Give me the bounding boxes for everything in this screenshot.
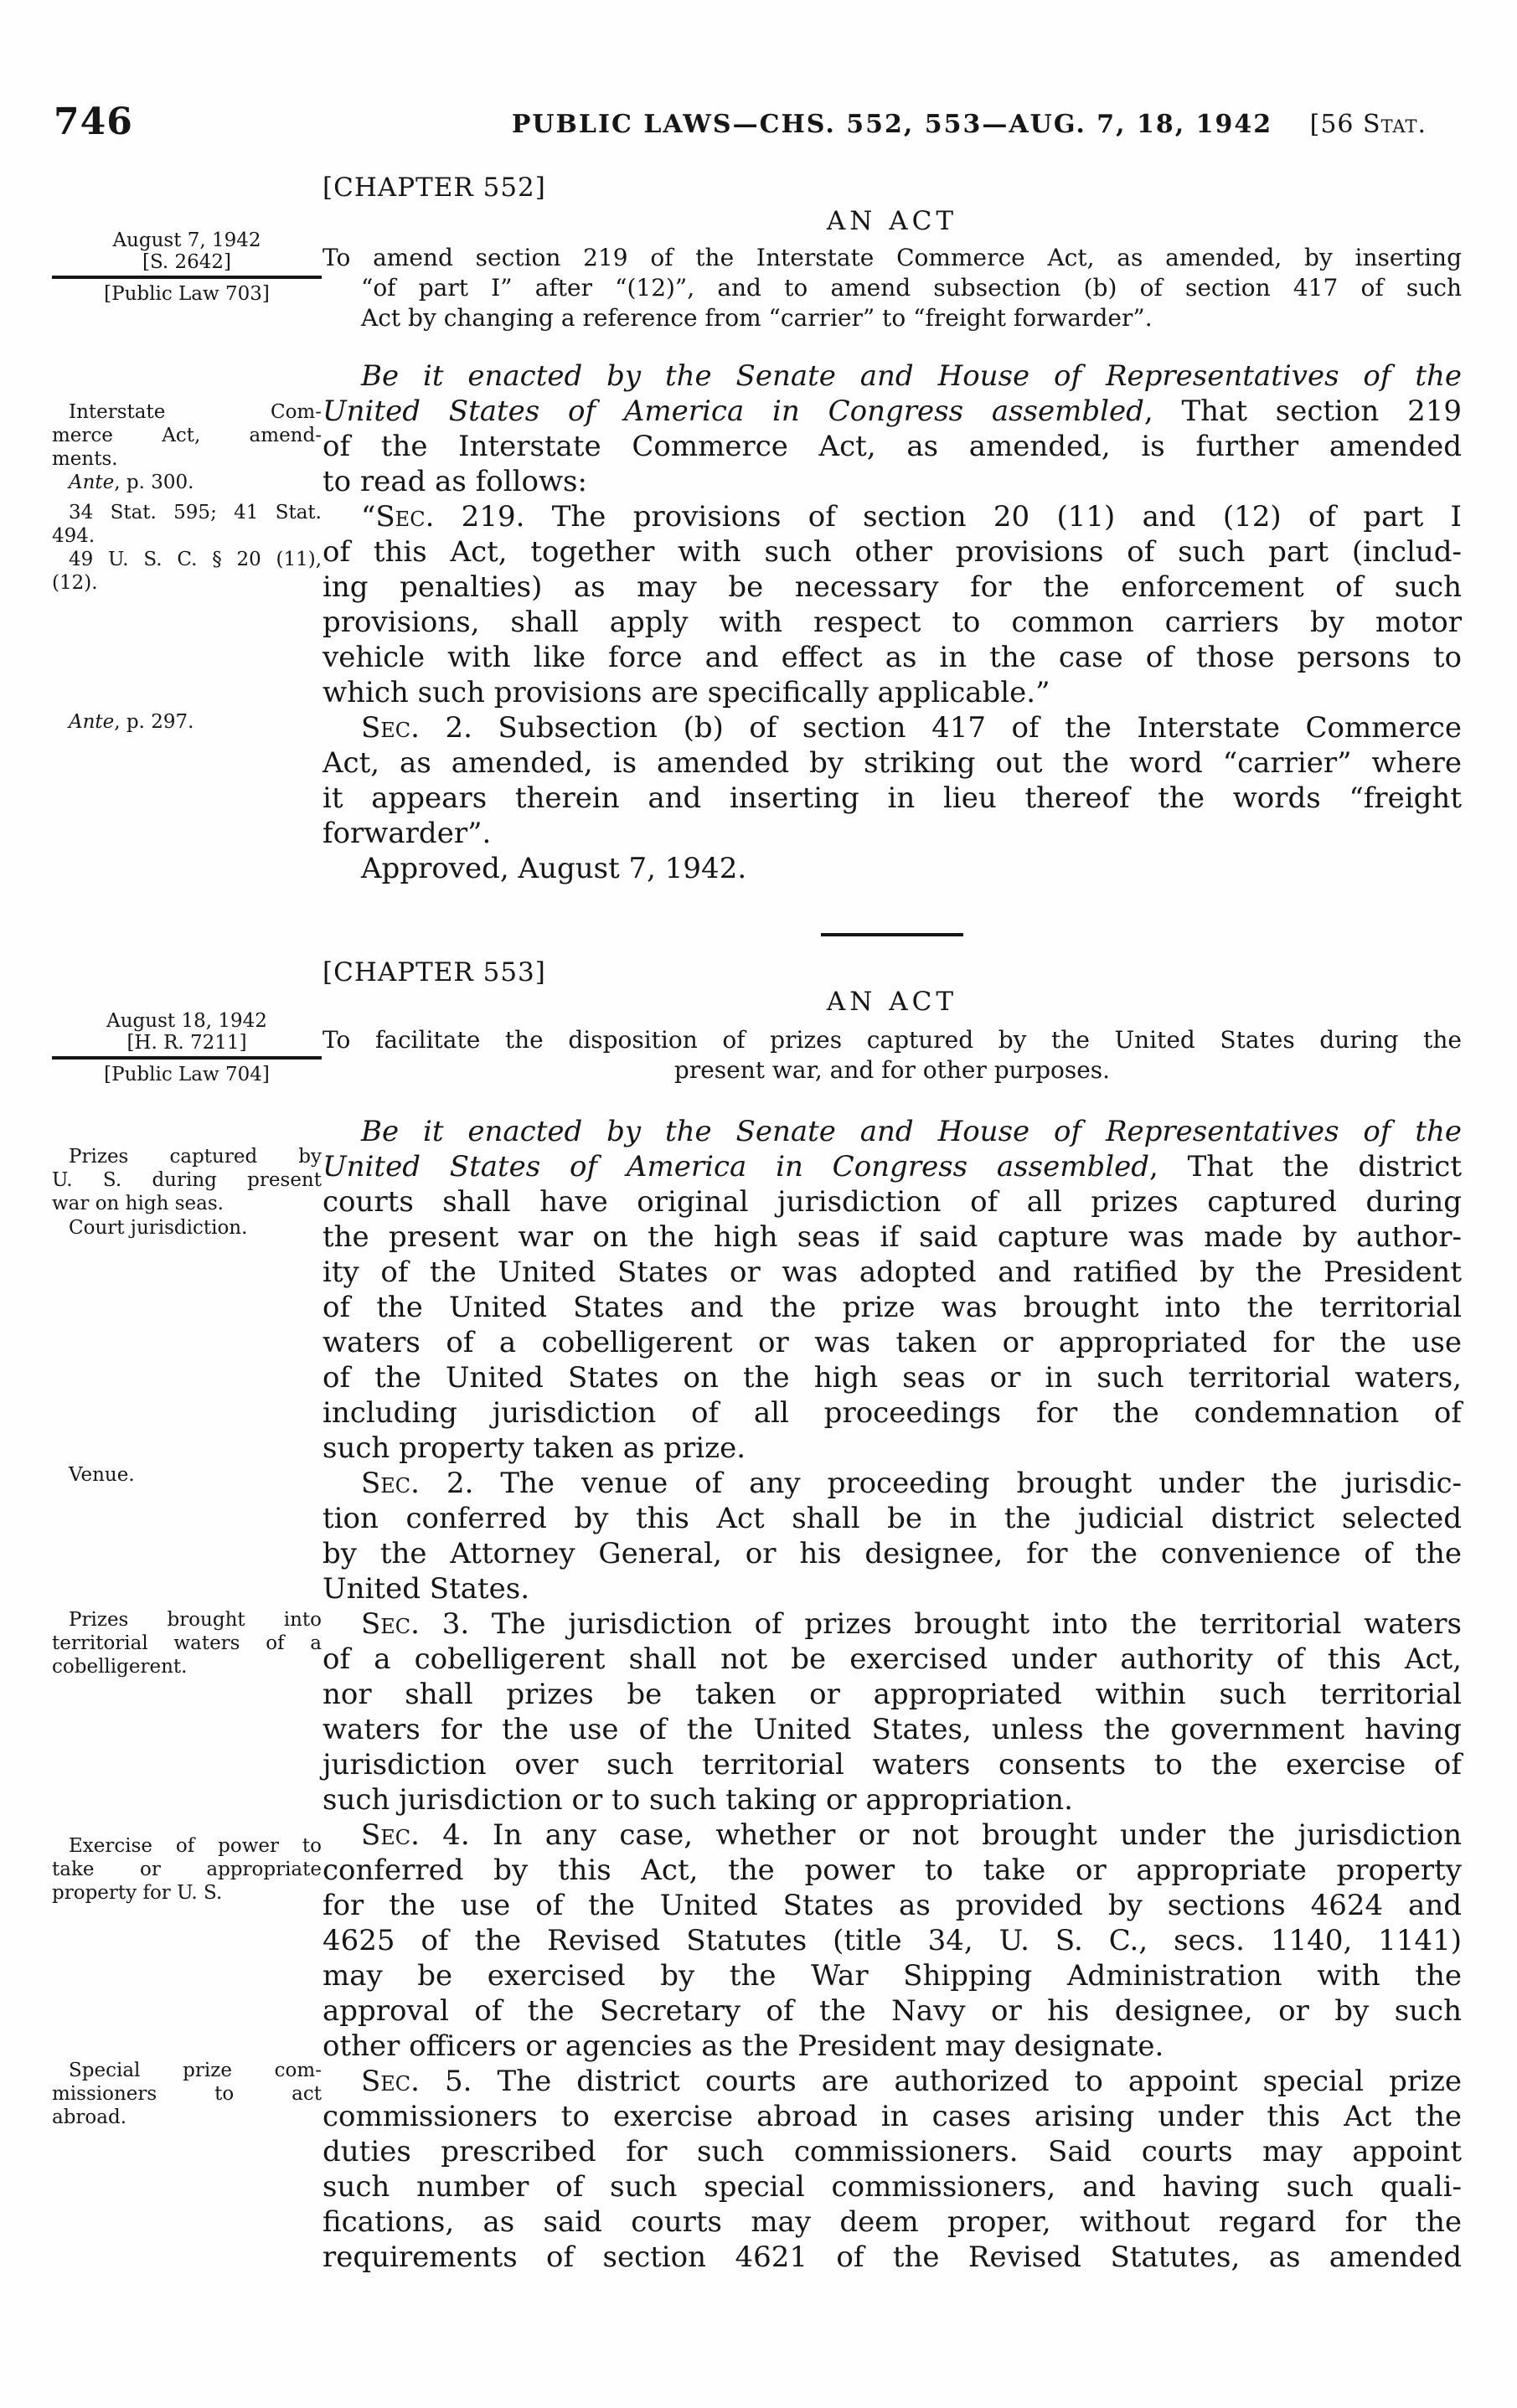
text-segment: territorial waters of a [52, 1632, 322, 1654]
body-text-line [322, 358, 1462, 394]
text-segment: 5. The district courts are authorized to appoint special prize [419, 2065, 1462, 2098]
margin-date-line: August 18, 1942 [106, 1010, 267, 1032]
text-segment: requirements of section 4621 of the Revised Statutes, as amended [322, 2240, 1462, 2274]
body-text-line [322, 1958, 1462, 1993]
margin-column [52, 0, 322, 2408]
margin-note [52, 1145, 322, 1215]
text-segment: commissioners to exercise abroad in cases arising under this Act the [322, 2100, 1462, 2133]
text-segment: 4. In any case, whether or not brought under the jurisdiction [419, 1818, 1462, 1852]
act-title-line [322, 1055, 1462, 1085]
text-segment: property for U. S. [52, 1882, 223, 1904]
text-segment: abroad. [52, 2106, 127, 2128]
margin-note [52, 1463, 322, 1487]
text-segment: , p. 297. [114, 711, 194, 733]
margin-date-line: August 7, 1942 [112, 229, 261, 251]
act-title-line [322, 243, 1462, 273]
text-segment: Act, as amended, is amended by striking out the word “carrier” where [322, 746, 1462, 780]
text-segment: , That section 219 [1143, 394, 1462, 428]
body-text-line [322, 1325, 1462, 1360]
text-segment: it appears therein and inserting in lieu thereof the words “freight [322, 781, 1462, 815]
margin-note-line [52, 1834, 322, 1858]
margin-note-line [52, 501, 322, 524]
text-segment: Special prize com- [69, 2060, 322, 2081]
body-text-line [322, 1431, 1462, 1466]
body-text-line [322, 781, 1462, 816]
text-segment: provisions, shall apply with respect to common carriers by motor [322, 606, 1462, 639]
text-segment: U. S. during present [52, 1169, 322, 1191]
text-segment: 34 Stat. 595; 41 Stat. [69, 502, 322, 523]
body-text-line [322, 1888, 1462, 1923]
text-segment: 494. [52, 525, 95, 547]
margin-date-block [52, 1010, 322, 1085]
margin-note-line [52, 1632, 322, 1655]
text-segment: cobelligerent. [52, 1656, 188, 1678]
text-segment: war on high seas. [52, 1193, 224, 1214]
text-segment: such jurisdiction or to such taking or appropriation. [322, 1783, 1073, 1817]
text-segment: of the Interstate Commerce Act, as amended, is further amended [322, 430, 1462, 463]
body-text-line [322, 1184, 1462, 1219]
margin-note-line [52, 1216, 322, 1240]
page-number: 746 [54, 101, 133, 143]
text-segment: including jurisdiction of all proceedings for the condemnation of [322, 1396, 1462, 1430]
margin-date-block [52, 229, 322, 305]
text-segment: of the United States on the high seas or in such territorial waters, [322, 1361, 1462, 1395]
text-segment: (12). [52, 572, 98, 594]
body-text-line [322, 1712, 1462, 1747]
body-text-line [322, 534, 1462, 570]
body-text-line [322, 2240, 1462, 2275]
text-segment: such property taken as prize. [322, 1431, 746, 1465]
text-segment: 49 U. S. C. § 20 (11), [69, 549, 322, 570]
text-segment: Be it enacted by the Senate and House of Representatives of the [361, 1115, 1462, 1148]
running-head: PUBLIC LAWS—CHS. 552, 553—AUG. 7, 18, 1942 [511, 110, 1273, 139]
text-segment: Ante [69, 472, 115, 493]
text-segment: courts shall have original jurisdiction of all prizes captured during [322, 1185, 1462, 1219]
body-text-line [322, 1290, 1462, 1325]
body-text-line [322, 1466, 1462, 1501]
body-text-line [322, 2099, 1462, 2134]
margin-note-line [52, 1655, 322, 1678]
body-text-line [322, 1993, 1462, 2029]
body-text-line [322, 1677, 1462, 1712]
text-segment: Interstate Com- [69, 401, 322, 423]
act-title-line [322, 1025, 1462, 1055]
body-text-line [322, 1255, 1462, 1290]
text-segment: forwarder”. [322, 817, 492, 850]
body-text-line [322, 464, 1462, 499]
body-text-line [322, 429, 1462, 464]
margin-note-line [52, 400, 322, 424]
text-segment: Court jurisdiction. [69, 1217, 248, 1239]
text-segment: To facilitate the disposition of prizes captured by the United States during the [322, 1026, 1462, 1054]
text-segment: take or appropriate [52, 1859, 322, 1880]
margin-rule [52, 276, 322, 279]
margin-note [52, 1216, 322, 1240]
margin-note-line [52, 471, 322, 494]
text-segment: 2. Subsection (b) of section 417 of the Interstate Commerce [419, 711, 1462, 745]
body-column [322, 0, 1462, 2408]
section-divider-rule [821, 933, 963, 936]
text-segment: United States. [322, 1572, 530, 1606]
margin-date-line: [S. 2642] [142, 251, 232, 273]
text-segment: Act by changing a reference from “carrier” to “freight forwarder”. [361, 304, 1153, 332]
margin-note [52, 2059, 322, 2129]
margin-note [52, 1834, 322, 1905]
body-text-line [322, 1853, 1462, 1888]
body-text-line [322, 1501, 1462, 1536]
chapter-heading: [CHAPTER 553] [322, 957, 546, 987]
body-text-line [322, 605, 1462, 640]
margin-note-line [52, 710, 322, 734]
chapter-heading: [CHAPTER 552] [322, 173, 546, 203]
text-segment: tion conferred by this Act shall be in the judicial district selected [322, 1502, 1462, 1535]
margin-note-line [52, 571, 322, 595]
body-text-line [322, 745, 1462, 781]
text-segment: conferred by this Act, the power to take or appropriate property [322, 1854, 1462, 1887]
body-text-line [322, 499, 1462, 534]
text-segment: by the Attorney General, or his designee, for the convenience of the [322, 1537, 1462, 1570]
text-segment: 219. The provisions of section 20 (11) and (12) of part I [434, 500, 1462, 534]
text-segment: Venue. [69, 1464, 135, 1486]
margin-note-line [52, 1608, 322, 1632]
body-text-line [322, 1114, 1462, 1149]
text-segment: United States of America in Congress assembled [322, 1150, 1149, 1183]
margin-note [52, 400, 322, 494]
text-segment: missioners to act [52, 2083, 322, 2105]
text-segment: of this Act, together with such other provisions of such part (includ- [322, 535, 1462, 569]
text-segment: of a cobelligerent shall not be exercised under authority of this Act, [322, 1642, 1462, 1676]
text-segment: Sec. [361, 711, 420, 745]
text-segment: ing penalties) as may be necessary for the enforcement of such [322, 570, 1462, 604]
body-text-line [322, 1747, 1462, 1782]
text-segment: Ante [69, 711, 115, 733]
body-text-line [322, 1642, 1462, 1677]
body-text-line [322, 1219, 1462, 1255]
text-segment: jurisdiction over such territorial waters consents to the exercise of [322, 1748, 1462, 1782]
body-text-line [322, 394, 1462, 429]
body-text-line [322, 1606, 1462, 1642]
an-act-label: AN ACT [826, 206, 958, 236]
margin-note [52, 710, 322, 734]
margin-note-line [52, 1463, 322, 1487]
margin-note-line [52, 2059, 322, 2082]
text-segment: To amend section 219 of the Interstate Commerce Act, as amended, by inserting [322, 244, 1462, 271]
body-text-line [322, 2134, 1462, 2169]
act-title-line [322, 303, 1462, 333]
text-segment: Sec. [361, 1467, 420, 1500]
text-segment: ity of the United States or was adopted and ratified by the President [322, 1256, 1462, 1289]
text-segment: present war, and for other purposes. [673, 1056, 1111, 1084]
text-segment: Prizes captured by [69, 1146, 322, 1168]
body-text-line [322, 710, 1462, 745]
text-segment: approval of the Secretary of the Navy or his designee, or by such [322, 1994, 1462, 2028]
body-text-line [322, 1536, 1462, 1571]
text-segment: for the use of the United States as provided by sections 4624 and [322, 1889, 1462, 1922]
text-segment: , p. 300. [114, 472, 194, 493]
text-segment: waters for the use of the United States, unless the government having [322, 1713, 1462, 1746]
text-segment: ments. [52, 448, 118, 470]
margin-note-line [52, 1168, 322, 1192]
text-segment: which such provisions are specifically applicable.” [322, 676, 1050, 709]
text-segment: duties prescribed for such commissioners. Said courts may appoint [322, 2135, 1462, 2168]
text-segment: merce Act, amend- [52, 425, 322, 446]
margin-note-line [52, 524, 322, 548]
margin-date-line: [H. R. 7211] [126, 1032, 247, 1054]
margin-note-line [52, 2106, 322, 2129]
text-segment: may be exercised by the War Shipping Administration with the [322, 1959, 1462, 1993]
text-segment: “ [361, 500, 376, 534]
margin-rule [52, 1056, 322, 1060]
text-segment: other officers or agencies as the President may designate. [322, 2029, 1164, 2063]
text-segment: Approved, August 7, 1942. [361, 852, 747, 885]
body-text-line [322, 1571, 1462, 1606]
body-text-line [322, 2029, 1462, 2064]
margin-law-line: [Public Law 703] [104, 283, 270, 305]
body-text-line [322, 640, 1462, 675]
margin-note-line [52, 424, 322, 447]
act-title-line [322, 273, 1462, 303]
text-segment: waters of a cobelligerent or was taken or appropriated for the use [322, 1326, 1462, 1359]
text-segment: Sec. [375, 500, 435, 534]
text-segment: nor shall prizes be taken or appropriated within such territorial [322, 1678, 1462, 1711]
margin-note-line [52, 1145, 322, 1168]
body-text-line [322, 1818, 1462, 1853]
text-segment: Sec. [361, 2065, 420, 2098]
text-segment: of the United States and the prize was brought into the territorial [322, 1291, 1462, 1324]
body-text-line [322, 1360, 1462, 1395]
margin-law-line: [Public Law 704] [104, 1064, 270, 1085]
text-segment: 4625 of the Revised Statutes (title 34, U. S. C., secs. 1140, 1141) [322, 1924, 1462, 1957]
body-text-line [322, 2204, 1462, 2240]
body-text-line [322, 1923, 1462, 1958]
text-segment: the present war on the high seas if said capture was made by author- [322, 1220, 1462, 1254]
margin-note [52, 1608, 322, 1678]
text-segment: , That the district [1148, 1150, 1462, 1183]
body-text-line [322, 2169, 1462, 2204]
text-segment: Sec. [361, 1607, 420, 1641]
text-segment: vehicle with like force and effect as in the case of those persons to [322, 641, 1462, 674]
text-segment: Sec. [361, 1818, 420, 1852]
text-segment: United States of America in Congress assembled [322, 394, 1144, 428]
body-text-line [322, 1395, 1462, 1431]
margin-note [52, 501, 322, 595]
margin-note-line [52, 548, 322, 571]
margin-note-line [52, 1881, 322, 1905]
text-segment: “of part I” after “(12)”, and to amend subsection (b) of section 417 of such [361, 274, 1462, 302]
margin-note-line [52, 1858, 322, 1881]
text-segment: 3. The jurisdiction of prizes brought into the territorial waters [419, 1607, 1462, 1641]
text-segment: Prizes brought into [69, 1609, 322, 1631]
body-text-line [322, 2064, 1462, 2099]
margin-note-line [52, 2082, 322, 2106]
text-segment: Exercise of power to [69, 1835, 322, 1857]
body-text-line [322, 570, 1462, 605]
text-segment: such number of such special commissioners, and having such quali- [322, 2170, 1462, 2204]
margin-note-line [52, 1192, 322, 1215]
body-text-line [322, 1782, 1462, 1818]
margin-note-line [52, 447, 322, 471]
text-segment: Be it enacted by the Senate and House of Representatives of the [361, 359, 1462, 393]
body-text-line [322, 816, 1462, 851]
text-segment: to read as follows: [322, 465, 587, 498]
text-segment: fications, as said courts may deem proper, without regard for the [322, 2205, 1462, 2239]
stat-citation: [56 Stat. [1309, 110, 1427, 139]
body-text-line [322, 851, 1462, 886]
text-segment: 2. The venue of any proceeding brought under the jurisdic- [419, 1467, 1462, 1500]
body-text-line [322, 675, 1462, 710]
an-act-label: AN ACT [826, 987, 958, 1017]
body-text-line [322, 1149, 1462, 1184]
